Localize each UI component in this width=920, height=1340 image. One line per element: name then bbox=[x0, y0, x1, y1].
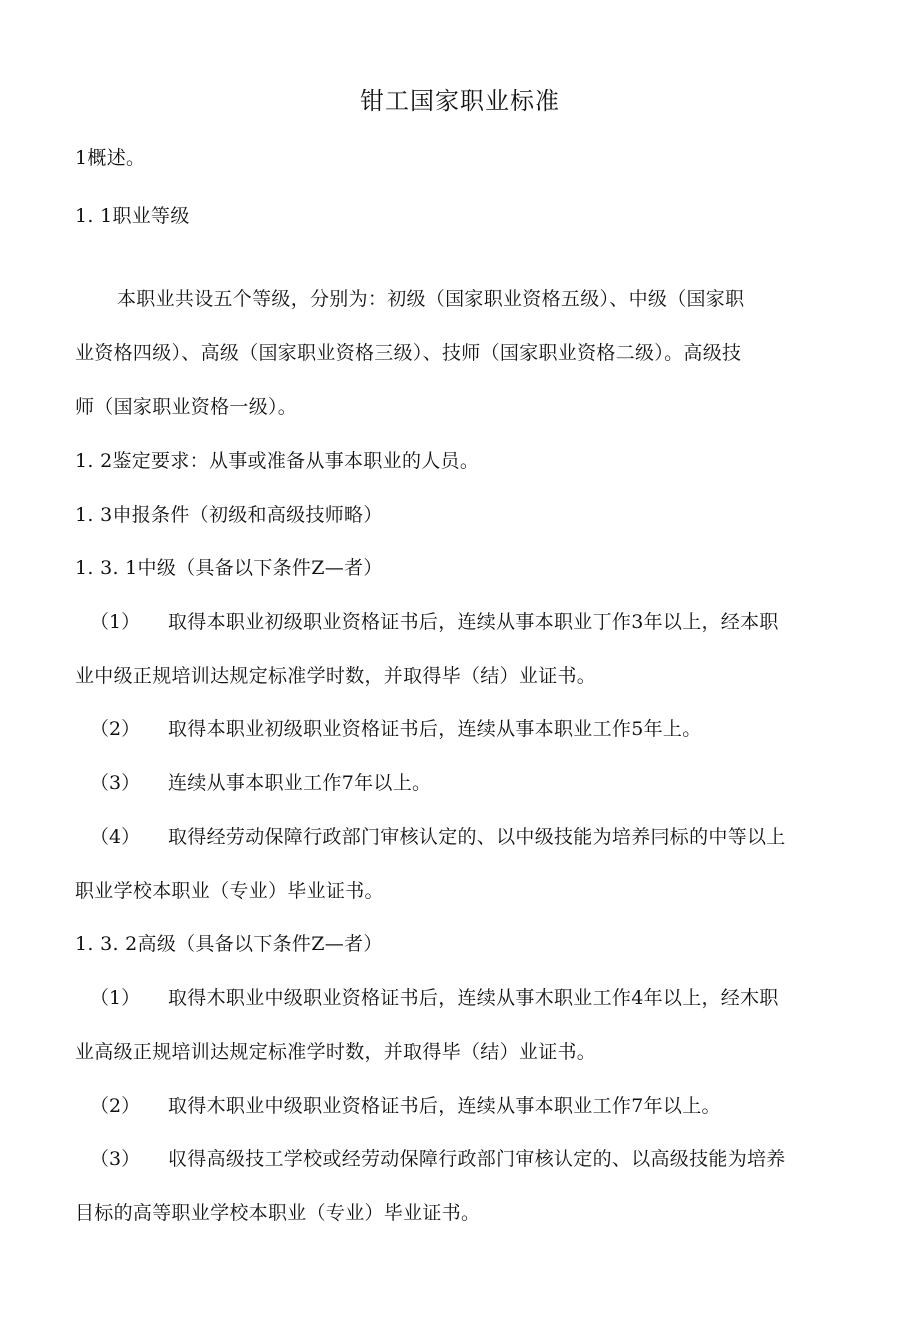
item-number: （3） bbox=[90, 772, 141, 794]
item-text-continued: 业中级正规培训达规定标准学时数，并取得毕（结）业证书。 bbox=[75, 665, 597, 687]
item-text-continued: 职业学校本职业（专业）毕业证书。 bbox=[75, 880, 384, 902]
heading-1-2: 1. 2鉴定要求：从事或准备从事本职业的人员。 bbox=[75, 450, 480, 472]
item-text: 取得木职业中级职业资格证书后，连续从事木职业工作4年以上，经木职 bbox=[168, 987, 779, 1009]
page-title: 钳工国家职业标准 bbox=[360, 87, 560, 115]
heading-1-1: 1. 1职业等级 bbox=[75, 205, 190, 227]
item-number: （3） bbox=[90, 1148, 141, 1170]
item-text: 取得木职业中级职业资格证书后，连续从事本职业工作7年以上。 bbox=[168, 1095, 721, 1117]
paragraph-line-2: 业资格四级）、高级（国家职业资格三级）、技师（国家职业资格二级）。高级技 bbox=[75, 342, 742, 364]
item-text-continued: 目标的高等职业学校本职业（专业）毕业证书。 bbox=[75, 1202, 481, 1224]
item-number: （2） bbox=[90, 1095, 141, 1117]
paragraph-line-1: 本职业共设五个等级，分别为：初级（国家职业资格五级）、中级（国家职 bbox=[117, 288, 745, 310]
item-text-continued: 业高级正规培训达规定标准学时数，并取得毕（结）业证书。 bbox=[75, 1041, 597, 1063]
item-number: （1） bbox=[90, 611, 141, 633]
item-text: 取得经劳动保障行政部门审核认定的、以中级技能为培养冃标的中等以上 bbox=[168, 826, 786, 848]
paragraph-line-3: 师（国家职业资格一级）。 bbox=[75, 396, 298, 418]
item-text: 収得高级技工学校或经劳动保障行政部门审核认定的、以高级技能为培养 bbox=[168, 1148, 786, 1170]
item-number: （2） bbox=[90, 718, 141, 740]
item-text: 取得本职业初级职业资格证书后，连续从事本职业丁作3年以上，经本职 bbox=[168, 611, 779, 633]
heading-1-3: 1. 3申报条件（初级和高级技师略） bbox=[75, 504, 383, 526]
item-number: （4） bbox=[90, 826, 141, 848]
heading-1: 1概述。 bbox=[75, 147, 146, 169]
item-number: （1） bbox=[90, 987, 141, 1009]
heading-1-3-2: 1. 3. 2高级（具备以下条件Z—者） bbox=[75, 933, 383, 955]
heading-1-3-1: 1. 3. 1中级（具备以下条件Z—者） bbox=[75, 557, 383, 579]
item-text: 取得本职业初级职业资格证书后，连续从事本职业工作5年上。 bbox=[168, 718, 702, 740]
item-text: 连续从事本职业工作7年以上。 bbox=[168, 772, 432, 794]
